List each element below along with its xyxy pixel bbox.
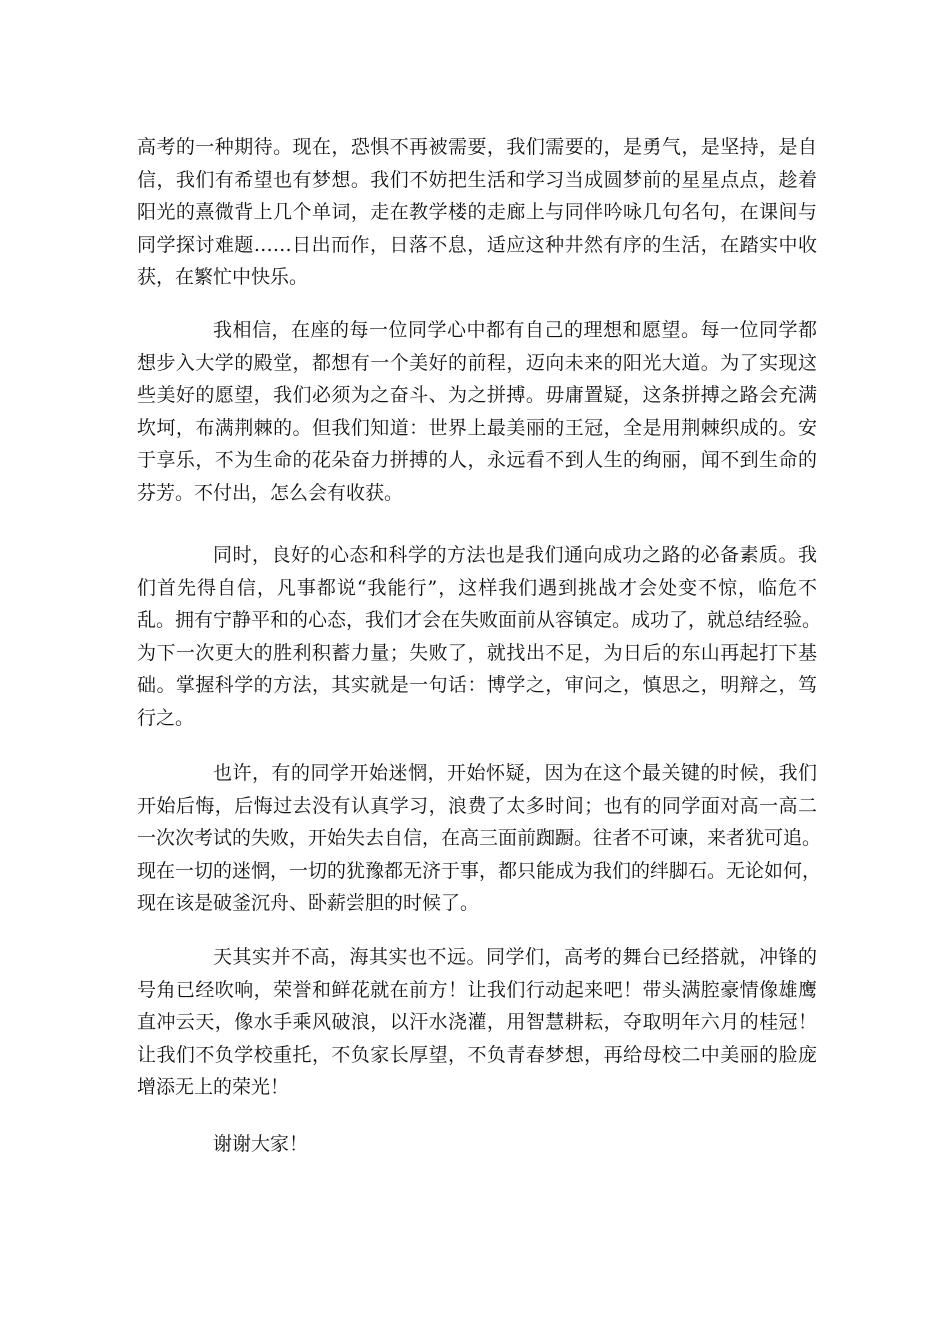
paragraph-line: 乱。拥有宁静平和的心态，我们才会在失败面前从容镇定。成功了，就总结经验。 <box>137 609 822 631</box>
paragraph-line: 直冲云天，像水手乘风破浪，以汗水浇灌，用智慧耕耘，夺取明年六月的桂冠！ <box>137 1011 817 1033</box>
paragraph-line: 号角已经吹响，荣誉和鲜花就在前方！让我们行动起来吧！带头满腔豪情像雄鹰 <box>137 978 817 1001</box>
paragraph-line: 些美好的愿望，我们必须为之奋斗、为之拼搏。毋庸置疑，这条拼搏之路会充满 <box>137 384 817 406</box>
paragraph-line: 们首先得自信，凡事都说“我能行”，这样我们遇到挑战才会处变不惊，临危不 <box>137 576 817 599</box>
paragraph-line: 想步入大学的殿堂，都想有一个美好的前程，迈向未来的阳光大道。为了实现这 <box>137 351 817 374</box>
paragraph-line: 芬芳。不付出，怎么会有收获。 <box>137 481 404 504</box>
paragraph-line: 让我们不负学校重托，不负家长厚望，不负青春梦想，再给母校二中美丽的脸庞 <box>137 1043 817 1066</box>
paragraph-1 <box>137 131 817 294</box>
paragraph-line: 同学探讨难题……日出而作，日落不息，适应这种井然有序的生活，在踏实中收 <box>137 233 817 256</box>
paragraph-line: 获，在繁忙中快乐。 <box>137 266 309 288</box>
closing-line <box>137 1128 817 1161</box>
paragraph-line: 我相信，在座的每一位同学心中都有自己的理想和愿望。每一位同学都 <box>213 319 817 341</box>
paragraph-line: 谢谢大家！ <box>213 1133 309 1155</box>
paragraph-2 <box>137 314 817 509</box>
paragraph-line: 坎坷，布满荆棘的。但我们知道：世界上最美丽的王冠，全是用荆棘织成的。安 <box>137 416 817 439</box>
paragraph-3 <box>137 539 822 734</box>
paragraph-4 <box>137 757 822 920</box>
paragraph-5 <box>137 941 817 1104</box>
paragraph-line: 一次次考试的失败，开始失去自信，在高三面前踟蹰。往者不可谏，来者犹可追。 <box>137 827 822 849</box>
paragraph-line: 现在该是破釜沉舟、卧薪尝胆的时候了。 <box>137 892 480 914</box>
paragraph-line: 开始后悔，后悔过去没有认真学习，浪费了太多时间；也有的同学面对高一高二 <box>137 794 817 817</box>
paragraph-line: 同时，良好的心态和科学的方法也是我们通向成功之路的必备素质。我 <box>213 544 817 566</box>
paragraph-line: 为下一次更大的胜利积蓄力量；失败了，就找出不足，为日后的东山再起打下基 <box>137 641 817 664</box>
paragraph-line: 信，我们有希望也有梦想。我们不妨把生活和学习当成圆梦前的星星点点，趁着 <box>137 168 817 191</box>
paragraph-line: 天其实并不高，海其实也不远。同学们，高考的舞台已经搭就，冲锋的 <box>213 946 817 968</box>
paragraph-line: 阳光的熹微背上几个单词，走在教学楼的走廊上与同伴吟咏几句名句，在课间与 <box>137 201 817 223</box>
paragraph-line: 现在一切的迷惘，一切的犹豫都无济于事，都只能成为我们的绊脚石。无论如何， <box>137 859 822 882</box>
paragraph-line: 高考的一种期待。现在，恐惧不再被需要，我们需要的，是勇气，是坚持，是自 <box>137 136 817 158</box>
paragraph-line: 增添无上的荣光！ <box>137 1076 290 1098</box>
paragraph-line: 于享乐，不为生命的花朵奋力拼搏的人，永远看不到人生的绚丽，闻不到生命的 <box>137 449 817 471</box>
paragraph-line: 础。掌握科学的方法，其实就是一句话：博学之，审问之，慎思之，明辩之，笃 <box>137 674 817 696</box>
paragraph-line: 行之。 <box>137 706 195 729</box>
paragraph-line: 也许，有的同学开始迷惘，开始怀疑，因为在这个最关键的时候，我们 <box>213 762 817 784</box>
